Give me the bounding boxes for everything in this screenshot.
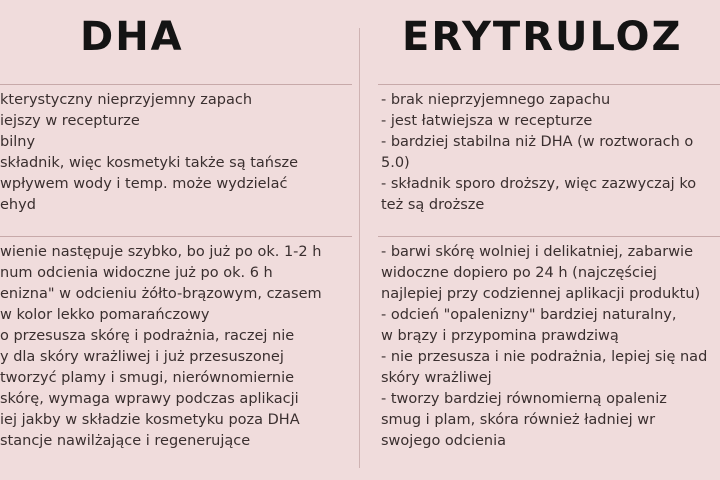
erytruloza-effect-line: - barwi skórę wolniej i delikatniej, zabarwie <box>381 244 693 260</box>
erytruloza-effect-line: najlepiej przy codziennej aplikacji produktu) <box>381 286 701 302</box>
erytruloza-property-line: - składnik sporo droższy, więc zazwyczaj ko <box>381 176 697 192</box>
erytruloza-property-line: - jest łatwiejsza w recepturze <box>381 113 593 129</box>
right-middle-rule <box>378 236 720 237</box>
erytruloza-effect-line: - odcień "opalenizny" bardziej naturalny, <box>381 307 677 323</box>
left-top-rule <box>0 84 352 85</box>
erytruloza-effect-line: smug i plam, skóra również ładniej wr <box>381 412 656 428</box>
dha-property-line: wpływem wody i temp. może wydzielać <box>0 176 288 192</box>
dha-property-line: ehyd <box>0 197 36 213</box>
erytruloza-property-line: też są droższe <box>381 197 485 213</box>
dha-effects-list <box>0 242 352 452</box>
erytruloza-property-line: - bardziej stabilna niż DHA (w roztworach o <box>381 134 694 150</box>
erytruloza-effect-line: - nie przesusza i nie podrażnia, lepiej się nad <box>381 349 708 365</box>
dha-properties-list <box>0 90 352 216</box>
dha-effect-line: skórę, wymaga wprawy podczas aplikacji <box>0 391 299 407</box>
dha-property-line: bilny <box>0 134 36 150</box>
erytruloza-effect-line: widoczne dopiero po 24 h (najczęściej <box>381 265 657 281</box>
dha-property-line: kterystyczny nieprzyjemny zapach <box>0 92 253 108</box>
dha-effect-line: o przesusza skórę i podrażnia, raczej nie <box>0 328 295 344</box>
column-divider <box>359 28 360 468</box>
dha-property-line: iejszy w recepturze <box>0 113 140 129</box>
erytruloza-effect-line: swojego odcienia <box>381 433 507 449</box>
dha-effect-line: iej jakby w składzie kosmetyku poza DHA <box>0 412 300 428</box>
left-middle-rule <box>0 236 352 237</box>
dha-property-line: składnik, więc kosmetyki także są tańsze <box>0 155 299 171</box>
erytruloza-effect-line: skóry wrażliwej <box>381 370 492 386</box>
erytruloza-effect-line: w brązy i przypomina prawdziwą <box>381 328 619 344</box>
erytruloza-heading: ERYTRULOZ <box>402 14 683 60</box>
dha-effect-line: w kolor lekko pomarańczowy <box>0 307 210 323</box>
erytruloza-properties-list <box>381 90 720 216</box>
dha-effect-line: enizna" w odcieniu żółto-brązowym, czasem <box>0 286 322 302</box>
dha-heading: DHA <box>80 14 184 60</box>
right-top-rule <box>378 84 720 85</box>
dha-effect-line: y dla skóry wrażliwej i już przesuszonej <box>0 349 284 365</box>
erytruloza-effects-list <box>381 242 720 452</box>
erytruloza-property-line: 5.0) <box>381 155 410 171</box>
erytruloza-property-line: - brak nieprzyjemnego zapachu <box>381 92 611 108</box>
dha-effect-line: tworzyć plamy i smugi, nierównomiernie <box>0 370 295 386</box>
dha-effect-line: num odcienia widoczne już po ok. 6 h <box>0 265 273 281</box>
dha-effect-line: wienie następuje szybko, bo już po ok. 1-2 h <box>0 244 322 260</box>
dha-effect-line: stancje nawilżające i regenerujące <box>0 433 251 449</box>
erytruloza-effect-line: - tworzy bardziej równomierną opaleniz <box>381 391 667 407</box>
